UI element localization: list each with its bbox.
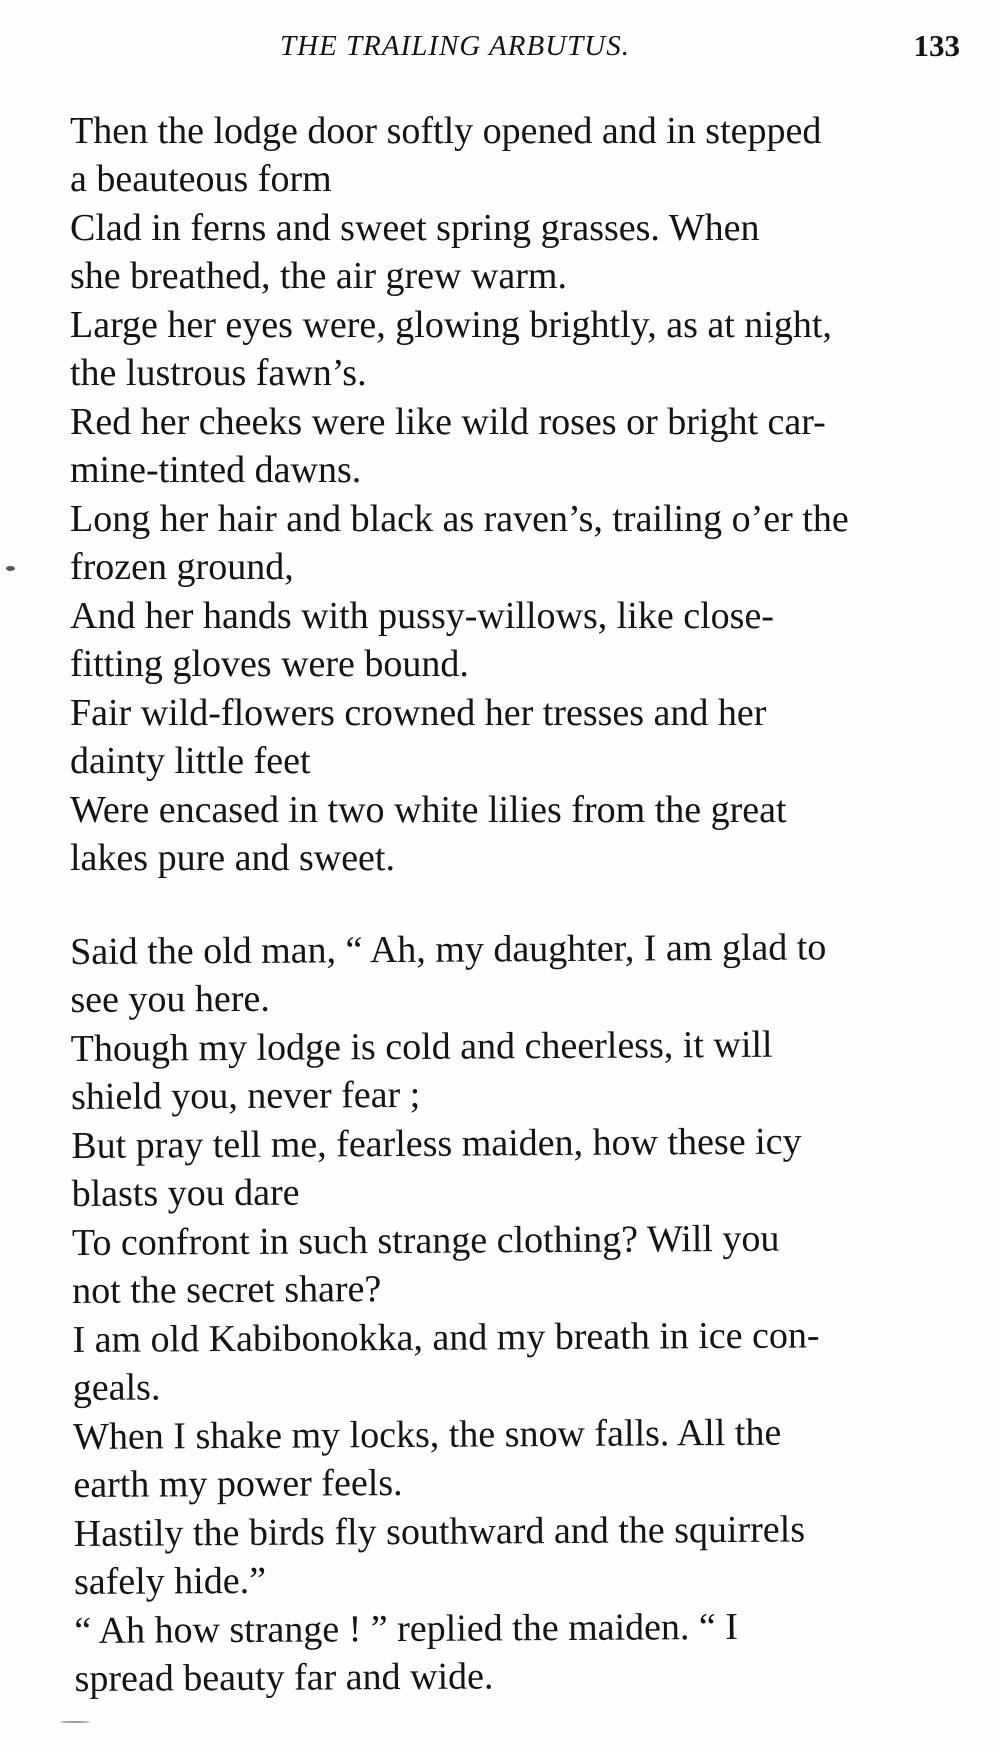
verse-line-head: “ Ah how strange ! ” replied the maiden. “ I <box>74 1605 739 1652</box>
verse-line <box>70 398 960 494</box>
verse-line <box>70 592 960 688</box>
verse-line <box>70 923 961 1024</box>
verse-line <box>71 1117 962 1218</box>
verse-line-head: Then the lodge door softly opened and in stepped <box>70 110 822 152</box>
verse-line-continuation: dainty little feet <box>70 740 311 782</box>
stanza-2 <box>70 923 965 1704</box>
verse-line-head: Hastily the birds fly southward and the squirrels <box>73 1508 806 1555</box>
verse-line <box>70 107 960 203</box>
verse-line-continuation: blasts you dare <box>71 1171 300 1215</box>
running-title: THE TRAILING ARBUTUS. <box>280 30 630 62</box>
verse-line <box>70 204 960 300</box>
verse-line-continuation: earth my power feels. <box>73 1461 403 1506</box>
verse-line-continuation: a beauteous form <box>70 158 332 200</box>
verse-line-continuation: lakes pure and sweet. <box>70 837 395 879</box>
verse-line-head: Clad in ferns and sweet spring grasses. When <box>70 207 760 249</box>
verse-line-head: Red her cheeks were like wild roses or bright car- <box>70 401 826 443</box>
verse-line <box>70 689 960 785</box>
verse-line-head: Fair wild-flowers crowned her tresses and her <box>70 692 767 734</box>
verse-line <box>74 1505 965 1606</box>
verse-line-head: Were encased in two white lilies from the great <box>70 789 787 831</box>
verse-line-head: When I shake my locks, the snow falls. All the <box>72 1411 782 1458</box>
verse-line-continuation: frozen ground, <box>70 546 294 588</box>
verse-line-head: Large her eyes were, glowing brightly, as at night, <box>70 304 832 346</box>
verse-line <box>72 1311 963 1412</box>
verse-line <box>71 1020 962 1121</box>
verse-line <box>70 301 960 397</box>
verse-line <box>74 1602 965 1703</box>
verse-line <box>73 1408 964 1509</box>
verse-line <box>70 495 960 591</box>
ink-speck <box>6 566 15 571</box>
verse-line-continuation: geals. <box>72 1366 161 1409</box>
verse-line-continuation: see you here. <box>70 977 270 1021</box>
page-number: 133 <box>913 28 960 63</box>
verse-line-continuation: mine-tinted dawns. <box>70 449 362 491</box>
verse-line <box>70 786 960 882</box>
stanza-1 <box>70 107 960 883</box>
verse-line-head: Long her hair and black as raven’s, trailing o’er the <box>70 498 849 540</box>
verse-line-continuation: shield you, never fear ; <box>70 1073 421 1118</box>
verse-line-head: But pray tell me, fearless maiden, how these icy <box>71 1120 802 1167</box>
running-head <box>70 30 960 80</box>
verse-line-continuation: safely hide.” <box>73 1559 267 1603</box>
ink-speck <box>60 1721 90 1723</box>
verse-line-continuation: not the secret share? <box>72 1268 382 1312</box>
verse-line-continuation: spread beauty far and wide. <box>74 1655 494 1700</box>
verse-line <box>72 1214 963 1315</box>
verse-line-continuation: she breathed, the air grew warm. <box>70 255 567 297</box>
verse-line-head: Said the old man, “ Ah, my daughter, I am glad to <box>70 926 827 973</box>
verse-line-continuation: the lustrous fawn’s. <box>70 352 367 394</box>
verse-line-head: Though my lodge is cold and cheerless, it will <box>70 1023 773 1070</box>
verse-line-head: To confront in such strange clothing? Will you <box>71 1217 780 1264</box>
verse-line-continuation: fitting gloves were bound. <box>70 643 469 685</box>
verse-line-head: And her hands with pussy-willows, like close- <box>70 595 774 637</box>
verse-line-head: I am old Kabibonokka, and my breath in ice con- <box>72 1314 820 1361</box>
